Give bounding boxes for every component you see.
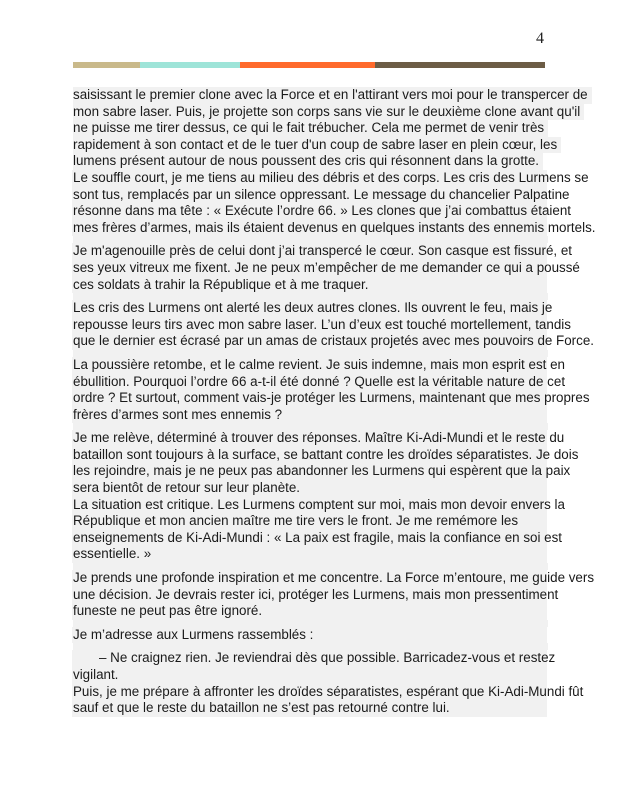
text-line: rapidement à son contact et de le tuer d'un coup de sabre laser en plein cœur, les xyxy=(73,137,561,154)
text-line: Les cris des Lurmens ont alerté les deux autres clones. Ils ouvrent le feu, mais je xyxy=(73,300,553,316)
text-line: résonne dans ma tête : « Exécute l’ordre 66. » Les clones que j’ai combattus étaient xyxy=(73,203,571,219)
text-line: Le souffle court, je me tiens au milieu des débris et des corps. Les cris des Lurmens se xyxy=(73,169,589,185)
text-line: République et mon ancien maître me tire vers le front. Je me remémore les xyxy=(73,513,519,529)
paragraph-gap xyxy=(73,620,548,627)
paragraph-gap xyxy=(73,236,548,243)
text-line: essentielle. » xyxy=(73,546,152,562)
paragraph-gap xyxy=(73,643,548,650)
paragraph-gap xyxy=(73,563,548,570)
paragraph-gap xyxy=(73,350,548,357)
text-line: vigilant. xyxy=(73,667,119,682)
text-line: ne puisse me tirer dessus, ce qui le fait trébucher. Cela me permet de venir très xyxy=(73,120,548,137)
text-line: repousse leurs tirs avec mon sabre laser. L’un d’eux est touché mortellement, tandis xyxy=(73,316,571,332)
paragraph xyxy=(72,496,565,563)
text-line: La situation est critique. Les Lurmens comptent sur moi, mais mon devoir envers la xyxy=(73,496,565,512)
header-color-bar xyxy=(73,62,545,68)
bar-segment-orange xyxy=(240,62,375,68)
paragraph xyxy=(72,243,580,293)
text-line: Je me relève, déterminé à trouver des réponses. Maître Ki-Adi-Mundi et le reste du xyxy=(73,430,565,446)
text-line: ordre ? Et surtout, comment vais-je protéger les Lurmens, maintenant que mes propres xyxy=(73,390,590,406)
paragraph xyxy=(73,87,588,170)
paragraph xyxy=(72,570,595,620)
text-line: lumens présent autour de nous poussent des cris qui résonnent dans la grotte. xyxy=(73,153,543,170)
paragraph-gap xyxy=(73,293,548,300)
paragraph xyxy=(72,683,584,717)
text-line: Puis, je me prépare à affronter les droïdes séparatistes, espérant que Ki-Adi-Mundi fût xyxy=(73,683,584,699)
text-line: mon sabre laser. Puis, je projette son corps sans vie sur le deuxième clone avant qu'il xyxy=(73,104,584,121)
paragraph xyxy=(72,356,590,423)
text-line: que le dernier est écrasé par un amas de cristaux projetés avec mes pouvoirs de Force. xyxy=(73,333,595,349)
text-line: ébullition. Pourquoi l’ordre 66 a-t-il été donné ? Quelle est la véritable nature de cet xyxy=(73,373,566,389)
bar-segment-cyan xyxy=(140,62,240,68)
document-body xyxy=(73,87,596,717)
paragraph xyxy=(72,169,596,236)
text-line: saisissant le premier clone avec la Force et en l'attirant vers moi pour le transpercer de xyxy=(73,87,592,104)
bar-segment-brown xyxy=(375,62,545,68)
text-line: – Ne craignez rien. Je reviendrai dès que possible. Barricadez-vous et restez xyxy=(99,650,556,666)
text-line: frères d’armes sont mes ennemis ? xyxy=(73,406,283,422)
text-line: funeste ne peut pas être ignoré. xyxy=(73,603,263,619)
paragraph xyxy=(72,300,595,350)
paragraph xyxy=(72,627,547,644)
text-line: sont tus, remplacés par un silence oppressant. Le message du chancelier Palpatine xyxy=(73,186,570,202)
text-line: les rejoindre, mais je ne peux pas abandonner les Lurmens qui espèrent que la paix xyxy=(73,463,571,479)
text-line: ses yeux vitreux me fixent. Je ne peux m’empêcher de me demander ce qui a poussé xyxy=(73,259,580,275)
text-line: La poussière retombe, et le calme revient. Je suis indemne, mais mon esprit est en xyxy=(73,356,565,372)
paragraph-gap xyxy=(73,423,548,430)
text-line: ces soldats à trahir la République et à me traquer. xyxy=(73,276,369,292)
text-line: sera bientôt de retour sur leur planète. xyxy=(73,480,301,496)
paragraph xyxy=(72,430,579,496)
text-line: une décision. Je devrais rester ici, protéger les Lurmens, mais mon pressentiment xyxy=(73,586,559,602)
paragraph xyxy=(72,650,556,683)
text-line: Je m'agenouille près de celui dont j’ai transpercé le cœur. Son casque est fissuré, et xyxy=(73,243,573,259)
text-line: mes frères d’armes, mais ils étaient devenus en quelques instants des ennemis mortels. xyxy=(73,219,596,235)
text-line: bataillon sont toujours à la surface, se battant contre les droïdes séparatistes. Je dois xyxy=(73,446,579,462)
page-number: 4 xyxy=(536,30,544,47)
text-line: sauf et que le reste du bataillon ne s’est pas retourné contre lui. xyxy=(73,700,450,716)
text-line: Je prends une profonde inspiration et me concentre. La Force m’entoure, me guide vers xyxy=(73,570,595,586)
text-line: Je m’adresse aux Lurmens rassemblés : xyxy=(73,626,314,642)
text-line: enseignements de Ki-Adi-Mundi : « La paix est fragile, mais la confiance en soi est xyxy=(73,529,563,545)
bar-segment-tan xyxy=(73,62,140,68)
